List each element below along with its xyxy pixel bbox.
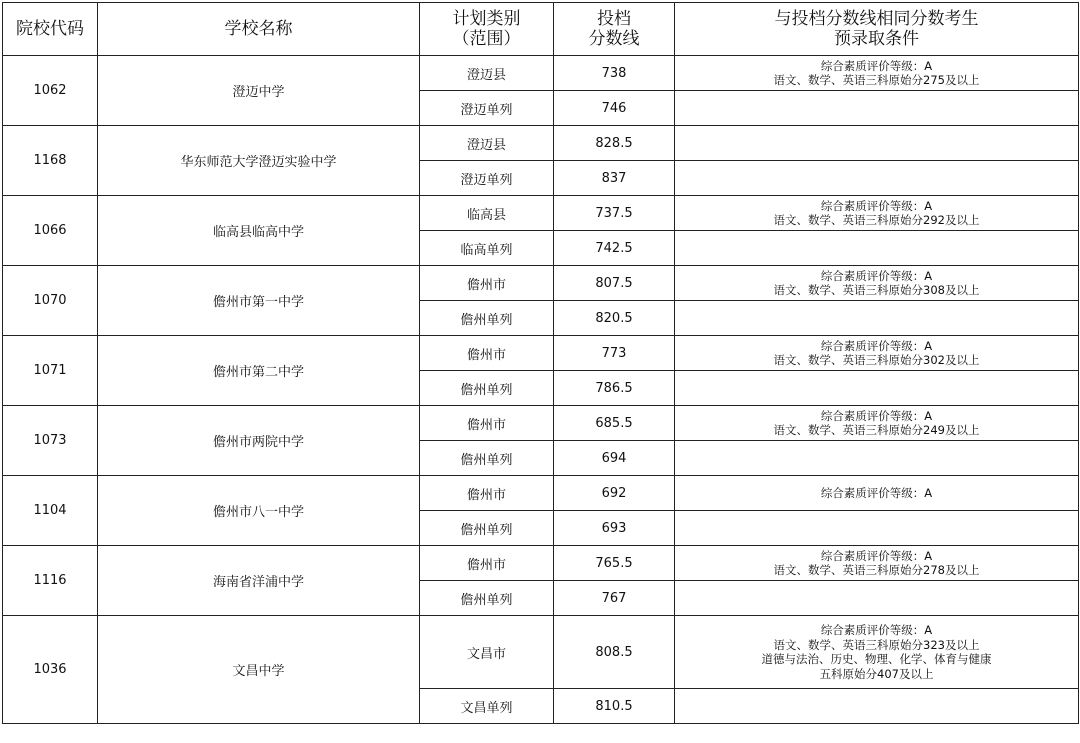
school-name-cell: 儋州市第二中学 [98, 336, 420, 406]
condition-line: 语文、数学、英语三科原始分292及以上 [773, 213, 980, 227]
table-row [3, 406, 1079, 441]
condition-line: 语文、数学、英语三科原始分302及以上 [773, 353, 980, 367]
plan-type-cell: 儋州市 [420, 336, 554, 371]
header-school-name: 学校名称 [98, 3, 420, 56]
tie-condition-cell [675, 91, 1079, 126]
school-name-cell: 文昌中学 [98, 616, 420, 724]
plan-type-cell: 儋州市 [420, 406, 554, 441]
tie-condition-cell [675, 546, 1079, 581]
condition-line: 综合素质评价等级：A [820, 548, 933, 563]
school-code-cell: 1070 [3, 266, 98, 336]
cutoff-score-cell: 746 [554, 91, 675, 126]
cutoff-score-cell: 692 [554, 476, 675, 511]
plan-type-cell: 澄迈单列 [420, 161, 554, 196]
school-code-cell: 1168 [3, 126, 98, 196]
table-row [3, 126, 1079, 161]
tie-condition-cell [675, 616, 1079, 689]
table-row [3, 546, 1079, 581]
condition-line: 语文、数学、英语三科原始分249及以上 [773, 423, 980, 437]
cutoff-score-cell: 786.5 [554, 371, 675, 406]
tie-condition-cell [675, 476, 1079, 511]
tie-condition-cell [675, 406, 1079, 441]
condition-line: 综合素质评价等级：A [820, 623, 933, 637]
header-plan-type: 计划类别 （范围） [420, 3, 554, 56]
cutoff-score-cell: 837 [554, 161, 675, 196]
cutoff-score-cell: 828.5 [554, 126, 675, 161]
cutoff-score-cell: 807.5 [554, 266, 675, 301]
school-name-cell: 海南省洋浦中学 [98, 546, 420, 616]
condition-line: 语文、数学、英语三科原始分323及以上 [773, 637, 980, 652]
condition-line: 综合素质评价等级：A [820, 58, 933, 73]
school-code-cell: 1066 [3, 196, 98, 266]
condition-line: 综合素质评价等级：A [820, 268, 933, 283]
cutoff-score-cell: 767 [554, 581, 675, 616]
school-name-cell: 儋州市八一中学 [98, 476, 420, 546]
condition-line: 语文、数学、英语三科原始分308及以上 [773, 283, 980, 297]
tie-condition-cell [675, 441, 1079, 476]
condition-line: 五科原始分407及以上 [819, 666, 934, 681]
plan-type-cell: 儋州单列 [420, 511, 554, 546]
school-name-cell: 儋州市两院中学 [98, 406, 420, 476]
condition-line: 综合素质评价等级：A [820, 485, 933, 500]
table-row [3, 196, 1079, 231]
condition-line: 综合素质评价等级：A [820, 338, 933, 353]
plan-type-cell: 儋州单列 [420, 301, 554, 336]
condition-line: 语文、数学、英语三科原始分278及以上 [773, 563, 980, 577]
plan-type-cell: 儋州市 [420, 476, 554, 511]
plan-type-cell: 儋州单列 [420, 371, 554, 406]
condition-line: 综合素质评价等级：A [820, 198, 933, 213]
school-code-cell: 1104 [3, 476, 98, 546]
cutoff-score-cell: 773 [554, 336, 675, 371]
cutoff-score-cell: 694 [554, 441, 675, 476]
school-name-cell: 华东师范大学澄迈实验中学 [98, 126, 420, 196]
table-row [3, 266, 1079, 301]
tie-condition-cell [675, 126, 1079, 161]
plan-type-cell: 文昌单列 [420, 689, 554, 724]
tie-condition-cell [675, 336, 1079, 371]
cutoff-score-cell: 765.5 [554, 546, 675, 581]
school-name-cell: 儋州市第一中学 [98, 266, 420, 336]
tie-condition-cell [675, 161, 1079, 196]
admission-score-table [2, 2, 1079, 724]
plan-type-cell: 文昌市 [420, 616, 554, 689]
tie-condition-cell [675, 511, 1079, 546]
header-school-code: 院校代码 [3, 3, 98, 56]
table-row [3, 56, 1079, 91]
plan-type-cell: 澄迈县 [420, 56, 554, 91]
plan-type-cell: 儋州单列 [420, 581, 554, 616]
cutoff-score-cell: 737.5 [554, 196, 675, 231]
school-code-cell: 1116 [3, 546, 98, 616]
tie-condition-cell [675, 689, 1079, 724]
table-row [3, 336, 1079, 371]
condition-line: 语文、数学、英语三科原始分275及以上 [773, 73, 980, 87]
plan-type-cell: 儋州市 [420, 546, 554, 581]
cutoff-score-cell: 693 [554, 511, 675, 546]
table-row [3, 616, 1079, 689]
school-code-cell: 1071 [3, 336, 98, 406]
header-tie-conditions: 与投档分数线相同分数考生 预录取条件 [675, 3, 1079, 56]
header-cutoff-score: 投档 分数线 [554, 3, 675, 56]
school-code-cell: 1062 [3, 56, 98, 126]
tie-condition-cell [675, 301, 1079, 336]
cutoff-score-cell: 810.5 [554, 689, 675, 724]
tie-condition-cell [675, 196, 1079, 231]
plan-type-cell: 儋州市 [420, 266, 554, 301]
school-name-cell: 澄迈中学 [98, 56, 420, 126]
tie-condition-cell [675, 581, 1079, 616]
cutoff-score-cell: 808.5 [554, 616, 675, 689]
tie-condition-cell [675, 371, 1079, 406]
plan-type-cell: 澄迈单列 [420, 91, 554, 126]
header-row [3, 3, 1079, 56]
cutoff-score-cell: 685.5 [554, 406, 675, 441]
plan-type-cell: 儋州单列 [420, 441, 554, 476]
tie-condition-cell [675, 231, 1079, 266]
school-name-cell: 临高县临高中学 [98, 196, 420, 266]
tie-condition-cell [675, 56, 1079, 91]
plan-type-cell: 临高单列 [420, 231, 554, 266]
condition-line: 道德与法治、历史、物理、化学、体育与健康 [761, 652, 992, 666]
cutoff-score-cell: 742.5 [554, 231, 675, 266]
condition-line: 综合素质评价等级：A [820, 408, 933, 423]
plan-type-cell: 澄迈县 [420, 126, 554, 161]
plan-type-cell: 临高县 [420, 196, 554, 231]
tie-condition-cell [675, 266, 1079, 301]
table-row [3, 476, 1079, 511]
school-code-cell: 1036 [3, 616, 98, 724]
school-code-cell: 1073 [3, 406, 98, 476]
table-body [3, 56, 1079, 724]
cutoff-score-cell: 820.5 [554, 301, 675, 336]
cutoff-score-cell: 738 [554, 56, 675, 91]
